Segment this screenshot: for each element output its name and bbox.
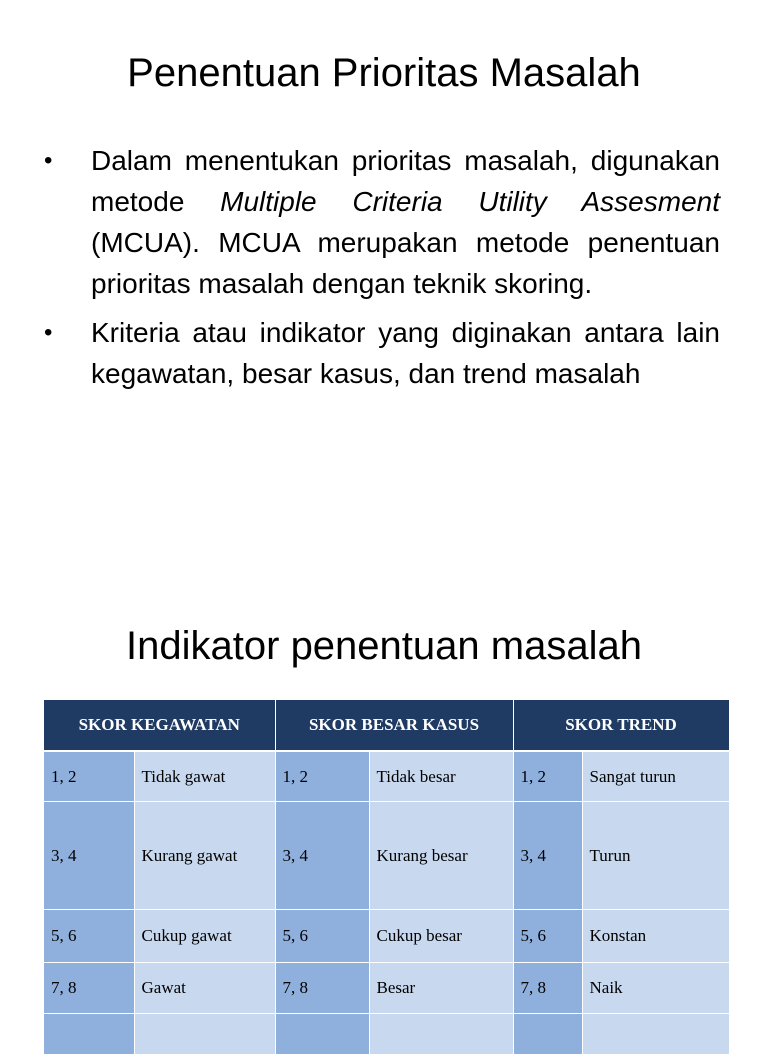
table-cell: 1, 2 bbox=[513, 751, 582, 802]
bullet-list bbox=[40, 140, 720, 402]
table-cell: Turun bbox=[582, 802, 729, 910]
table-cell: Naik bbox=[582, 963, 729, 1014]
table-cell bbox=[513, 1014, 582, 1055]
table-cell: Sangat turun bbox=[582, 751, 729, 802]
table-cell bbox=[369, 1014, 513, 1055]
slide-2 bbox=[0, 590, 768, 1024]
bullet-text: Kriteria atau indikator yang diginakan antara lain kegawatan, besar kasus, dan trend masalah bbox=[91, 317, 720, 389]
table-row bbox=[44, 963, 729, 1014]
table-cell: Gawat bbox=[134, 963, 275, 1014]
table-cell: Tidak gawat bbox=[134, 751, 275, 802]
bullet-item bbox=[40, 312, 720, 394]
table-cell: 3, 4 bbox=[44, 802, 134, 910]
header-skor-trend: SKOR TREND bbox=[513, 700, 729, 751]
table-cell: Cukup gawat bbox=[134, 910, 275, 963]
table-row bbox=[44, 802, 729, 910]
bullet-icon: • bbox=[44, 147, 53, 174]
table-cell: 1, 2 bbox=[275, 751, 369, 802]
table-cell: 1, 2 bbox=[44, 751, 134, 802]
table-row bbox=[44, 751, 729, 802]
table-cell: Kurang besar bbox=[369, 802, 513, 910]
table-cell bbox=[44, 1014, 134, 1055]
table-cell: Tidak besar bbox=[369, 751, 513, 802]
bullet-text-part2: (MCUA). MCUA merupakan metode penentuan prioritas masalah dengan teknik skoring. bbox=[91, 227, 720, 299]
table-header-row bbox=[44, 700, 729, 751]
bullet-icon: • bbox=[44, 319, 53, 346]
indicator-table-wrapper bbox=[44, 700, 729, 1055]
table-cell: 7, 8 bbox=[513, 963, 582, 1014]
table-cell: Konstan bbox=[582, 910, 729, 963]
table-cell bbox=[582, 1014, 729, 1055]
slide-title: Indikator penentuan masalah bbox=[126, 624, 642, 668]
table-cell: 7, 8 bbox=[44, 963, 134, 1014]
table-cell: Cukup besar bbox=[369, 910, 513, 963]
bullet-item bbox=[40, 140, 720, 304]
table-cell: 5, 6 bbox=[513, 910, 582, 963]
table-row bbox=[44, 910, 729, 963]
table-cell: 3, 4 bbox=[513, 802, 582, 910]
bullet-text-italic: Multiple Criteria Utility Assesment bbox=[220, 186, 720, 217]
table-cell bbox=[134, 1014, 275, 1055]
indicator-table bbox=[44, 700, 730, 1055]
bullet-text-part1: Dalam menentukan prioritas masalah, digunakan metode bbox=[91, 145, 720, 217]
table-row bbox=[44, 1014, 729, 1055]
slide-title: Penentuan Prioritas Masalah bbox=[127, 51, 641, 95]
table-cell bbox=[275, 1014, 369, 1055]
table-cell: 5, 6 bbox=[44, 910, 134, 963]
header-skor-kegawatan: SKOR KEGAWATAN bbox=[44, 700, 275, 751]
table-cell: 3, 4 bbox=[275, 802, 369, 910]
header-skor-besar-kasus: SKOR BESAR KASUS bbox=[275, 700, 513, 751]
table-cell: 5, 6 bbox=[275, 910, 369, 963]
table-cell: Besar bbox=[369, 963, 513, 1014]
table-cell: Kurang gawat bbox=[134, 802, 275, 910]
table-cell: 7, 8 bbox=[275, 963, 369, 1014]
